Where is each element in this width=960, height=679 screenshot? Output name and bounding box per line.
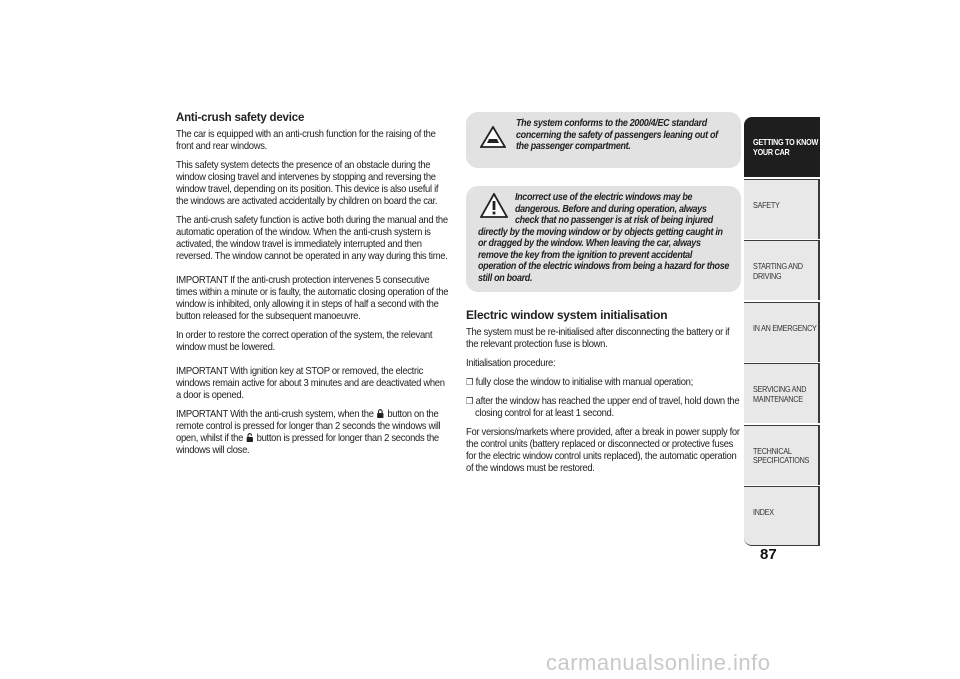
paragraph-important: IMPORTANT If the anti-crush protection intervenes 5 consecutive times within a minute or is faulty, the automatic closing operation of the window is inhibited, only allowing it in steps of half a second with the button released for the subsequent manoeuvre. — [176, 274, 449, 322]
section-heading-anti-crush: Anti-crush safety device — [176, 112, 305, 124]
tab-in-an-emergency[interactable] — [744, 302, 820, 362]
section-heading-initialisation: Electric window system initialisation — [466, 308, 668, 322]
list-item-text: after the window has reached the upper end of travel, hold down the closing control for at least 1 second. — [475, 395, 740, 419]
warning-box-standard — [466, 112, 741, 168]
tab-label: STARTING AND DRIVING — [753, 261, 803, 281]
list-item — [466, 376, 750, 388]
tab-label: GETTING TO KNOW YOUR CAR — [753, 137, 819, 157]
tab-servicing-and-maintenance[interactable] — [744, 363, 820, 423]
tab-label: INDEX — [753, 507, 774, 517]
text-fragment: button on the remote control is pressed for longer than 2 seconds the windows will open, whilst if the — [176, 408, 441, 444]
tab-technical-specifications[interactable] — [744, 425, 820, 485]
text-fragment: IMPORTANT With the anti-crush system, when the — [176, 408, 374, 420]
paragraph: The anti-crush safety function is active both during the manual and the automatic operation of the window. When the anti-crush system is activated, the window travel is immediately interrupted and then reversed. The window cannot be operated in any way during this time. — [176, 214, 448, 262]
paragraph: For versions/markets where provided, after a break in power supply for the control units (battery replaced or disconnected or protective fuses for the electric window control units replaced), the automatic operation of the windows must be restored. — [466, 426, 740, 474]
list-item-text: fully close the window to initialise with manual operation; — [475, 376, 693, 388]
paragraph: In order to restore the correct operation of the system, the relevant window must be lowered. — [176, 329, 433, 353]
tab-label: SERVICING AND MAINTENANCE — [753, 384, 807, 404]
text-fragment: button is pressed for longer than 2 seconds the windows will close. — [176, 432, 439, 456]
warning-box-danger — [466, 186, 741, 292]
car-window-warning-icon — [480, 126, 506, 148]
paragraph: Initialisation procedure: — [466, 357, 556, 369]
tab-index[interactable] — [744, 486, 820, 546]
paragraph: The system must be re-initialised after disconnecting the battery or if the relevant protection fuse is blown. — [466, 326, 730, 350]
paragraph: This safety system detects the presence of an obstacle during the window closing travel and intervenes by stopping and reversing the window travel, depending on its position. This device is also useful if the windows are activated accidentally by children on board the car. — [176, 159, 439, 207]
paragraph: The car is equipped with an anti-crush function for the raising of the front and rear windows. — [176, 128, 436, 152]
tab-label: IN AN EMERGENCY — [753, 322, 817, 333]
right-column — [466, 112, 741, 481]
checkbox-bullet-icon: ❒ — [466, 377, 473, 387]
tab-label: SAFETY — [753, 199, 780, 210]
tab-starting-and-driving[interactable] — [744, 240, 820, 300]
watermark: carmanualsonline.info — [546, 650, 771, 675]
lock-icon — [377, 409, 384, 418]
page-number: 87 — [760, 546, 777, 563]
tab-label: TECHNICAL SPECIFICATIONS — [753, 445, 810, 465]
tab-safety[interactable] — [744, 179, 820, 239]
unlock-icon — [246, 433, 253, 442]
warning-text: Incorrect use of the electric windows may be dangerous. Before and during operation, always check that no passenger is at risk of being injured directly by the moving window or by objects getting caught in or dragged by the window. When leaving the car, always remove the key from the ignition to prevent accidental operation of the electric windows from being a hazard for those still on board. — [478, 192, 730, 284]
checkbox-bullet-icon: ❒ — [466, 396, 473, 406]
warning-text: The system conforms to the 2000/4/EC standard concerning the safety of passengers leaning out of the passenger compartment. — [516, 118, 718, 152]
chapter-tabs — [744, 117, 820, 548]
tab-getting-to-know-your-car[interactable] — [744, 117, 820, 177]
list-item — [466, 395, 750, 419]
left-column — [176, 112, 452, 463]
paragraph-important-remote — [176, 408, 452, 456]
paragraph-important: IMPORTANT With ignition key at STOP or removed, the electric windows remain active for about 3 minutes and are deactivated when a door is opened. — [176, 365, 445, 401]
